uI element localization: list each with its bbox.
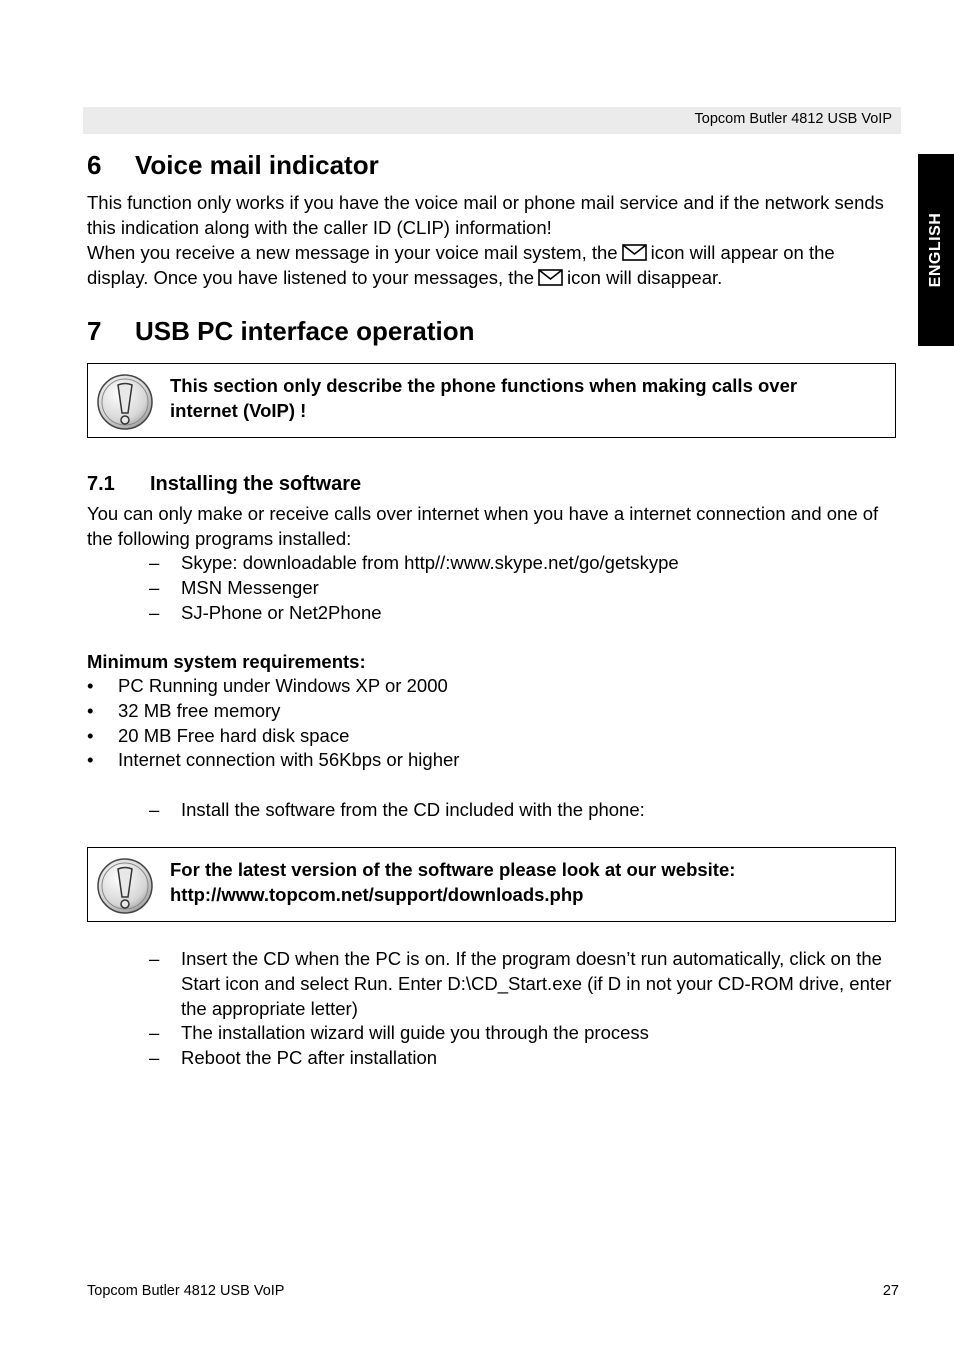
list-item: – Skype: downloadable from http//:www.skype.net/go/getskype xyxy=(149,552,679,573)
section-7-number: 7 xyxy=(87,316,102,346)
header-product: Topcom Butler 4812 USB VoIP xyxy=(694,111,892,127)
install-step-list xyxy=(149,798,899,823)
section-6-para1: This function only works if you have the voice mail or phone mail service and if the network sends this indication along with the caller ID (CLIP) information! xyxy=(87,192,884,238)
section-6-number: 6 xyxy=(87,150,102,180)
list-item: – MSN Messenger xyxy=(149,576,319,598)
footer-product: Topcom Butler 4812 USB VoIP xyxy=(87,1283,285,1299)
list-item: – SJ-Phone or Net2Phone xyxy=(149,601,382,623)
envelope-icon xyxy=(622,244,647,261)
section-7-title: USB PC interface operation xyxy=(135,316,475,346)
note-voip-text: This section only describe the phone functions when making calls over internet (VoIP) ! xyxy=(170,375,798,421)
requirements-list xyxy=(87,674,887,773)
section-6-para2: When you receive a new message in your voice mail system, the icon will appear on the display. Once you have listened to your messages, the icon will disappear. xyxy=(87,242,835,288)
install-steps-list xyxy=(149,947,899,1071)
section-7-1-heading xyxy=(87,472,361,496)
section-7-1-number: 7.1 xyxy=(87,473,115,495)
list-item: • PC Running under Windows XP or 2000 xyxy=(87,675,448,696)
programs-list xyxy=(149,551,899,625)
list-item: – Insert the CD when the PC is on. If the program doesn’t run automatically, click on the Start icon and select Run. Enter D:\CD_Start.exe (if D in not your CD-ROM drive, enter the appropriate letter) xyxy=(149,948,892,1019)
language-tab-label: ENGLISH xyxy=(927,212,944,288)
note-website-text xyxy=(170,858,870,908)
list-item: • Internet connection with 56Kbps or higher xyxy=(87,749,460,771)
exclamation-warning-icon xyxy=(96,373,154,431)
note-website-line1: For the latest version of the software please look at our website: xyxy=(170,859,736,880)
list-item: – Install the software from the CD included with the phone: xyxy=(149,799,645,820)
envelope-icon xyxy=(538,269,563,286)
note-box-voip xyxy=(87,363,896,438)
exclamation-warning-icon xyxy=(96,857,154,915)
list-item: – The installation wizard will guide you through the process xyxy=(149,1022,649,1044)
list-item: • 20 MB Free hard disk space xyxy=(87,724,350,746)
downloads-link[interactable]: http://www.topcom.net/support/downloads.php xyxy=(170,883,584,905)
list-item: – Reboot the PC after installation xyxy=(149,1047,438,1069)
page-header xyxy=(83,107,901,134)
note-box-website xyxy=(87,847,896,922)
page-number: 27 xyxy=(882,1283,899,1299)
section-6-title: Voice mail indicator xyxy=(135,150,379,180)
section-7-1-title: Installing the software xyxy=(150,473,362,495)
section-7-1-intro: You can only make or receive calls over internet when you have a internet connection and one of the following programs installed: xyxy=(87,503,879,549)
language-tab xyxy=(918,154,954,346)
section-7-heading xyxy=(87,316,475,346)
requirements-title: Minimum system requirements: xyxy=(87,651,366,672)
list-item: • 32 MB free memory xyxy=(87,699,281,721)
section-6-heading xyxy=(87,150,379,180)
